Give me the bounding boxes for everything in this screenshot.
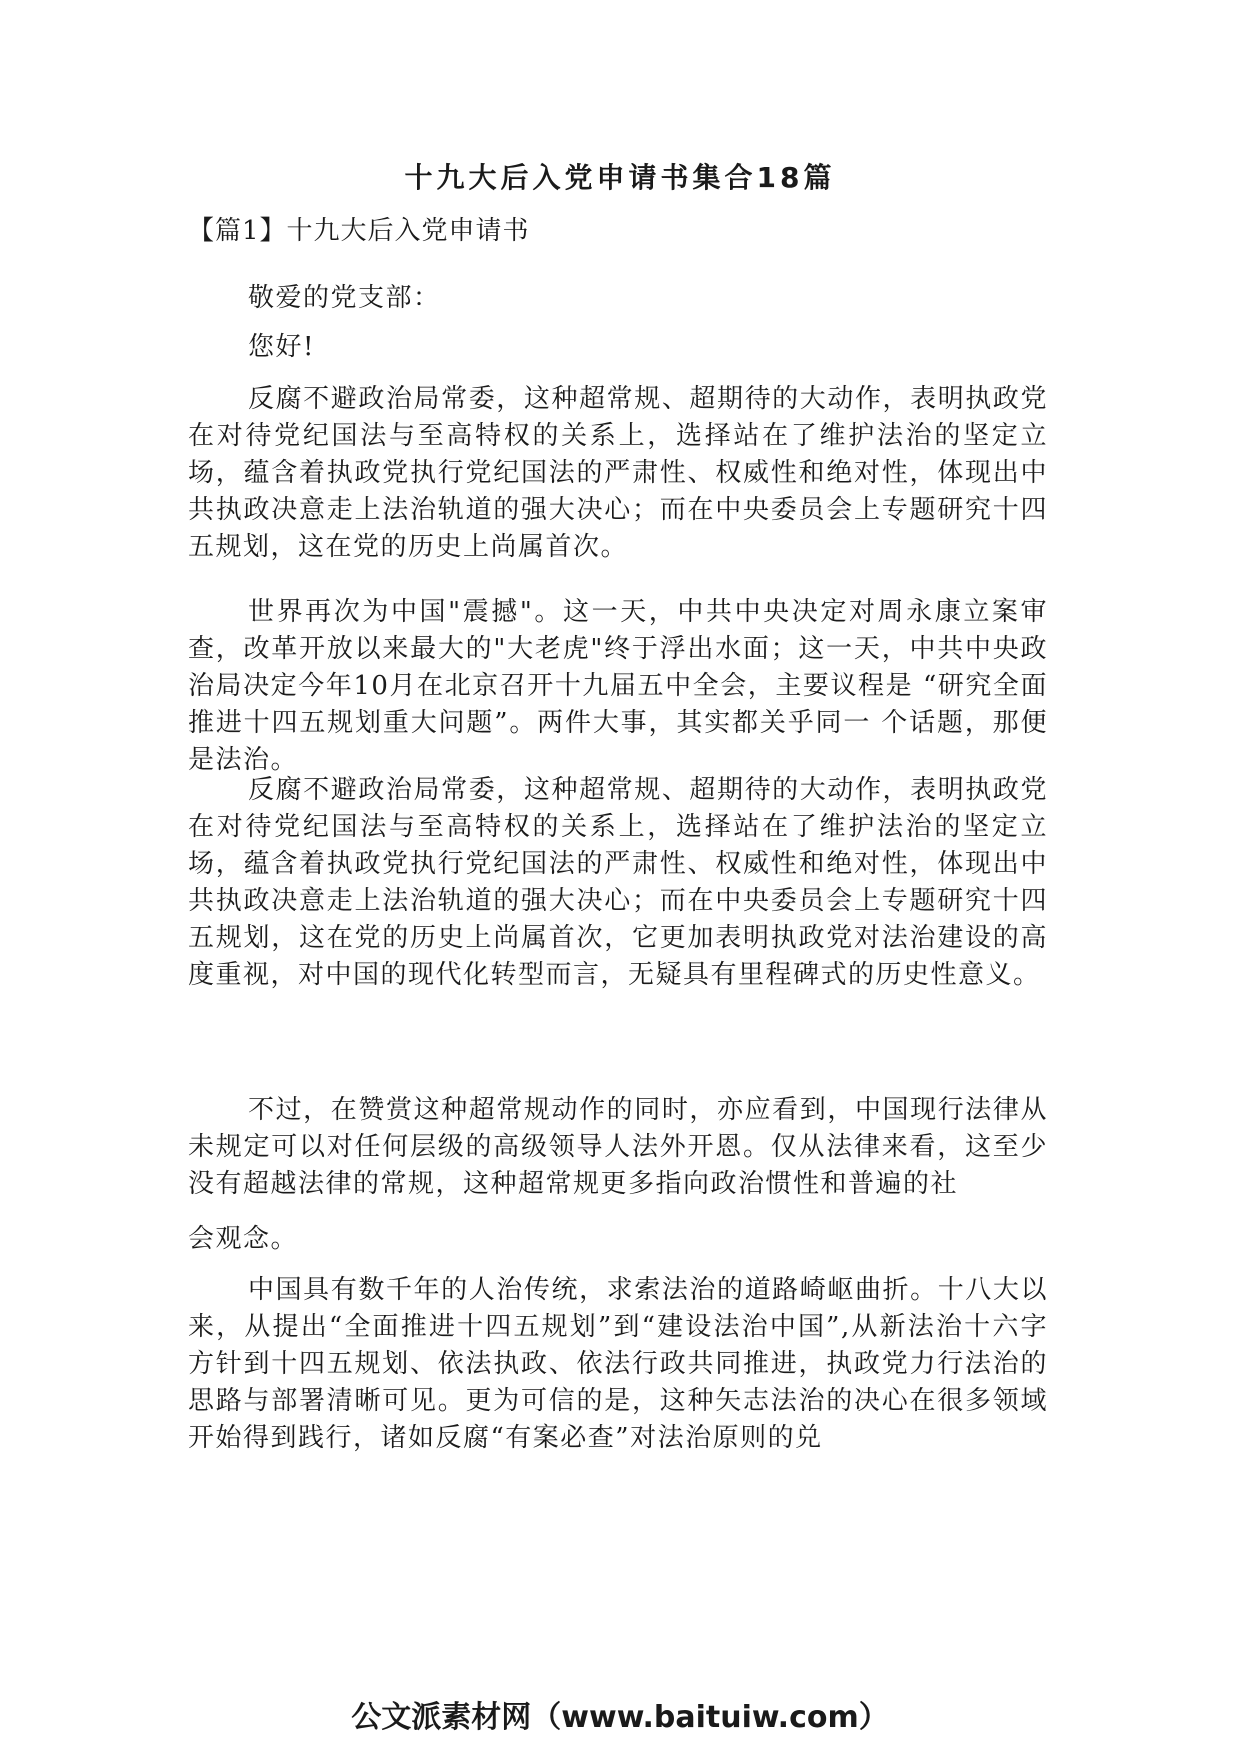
document-title: 十九大后入党申请书集合18篇: [404, 161, 836, 194]
salutation: 敬爱的党支部：: [248, 283, 441, 313]
footer-watermark: 公文派素材网（www.baituiw.com）: [351, 1700, 889, 1735]
section-heading: 【篇1】十九大后入党申请书: [188, 216, 530, 246]
paragraph: 中国具有数千年的人治传统，求索法治的道路崎岖曲折。十八大以来，从提出“全面推进十四五规划”到“建设法治中国”,从新法治十六字方针到十四五规划、依法执政、依法行政共同推进，执政党力行法治的思路与部署清晰可见。更为可信的是，这种矢志法治的决心在很多领域开始得到践行，诸如反腐“有案必查”对法治原则的兑: [188, 1275, 1048, 1453]
paragraph-continuation: 会观念。: [188, 1224, 299, 1254]
paragraph: 反腐不避政治局常委，这种超常规、超期待的大动作，表明执政党在对待党纪国法与至高特权的关系上，选择站在了维护法治的坚定立场，蕴含着执政党执行党纪国法的严肃性、权威性和绝对性，体现出中共执政决意走上法治轨道的强大决心；而在中央委员会上专题研究十四五规划，这在党的历史上尚属首次，它更加表明执政党对法治建设的高度重视，对中国的现代化转型而言，无疑具有里程碑式的历史性意义。: [188, 775, 1048, 990]
paragraph: 反腐不避政治局常委，这种超常规、超期待的大动作，表明执政党在对待党纪国法与至高特权的关系上，选择站在了维护法治的坚定立场，蕴含着执政党执行党纪国法的严肃性、权威性和绝对性，体现出中共执政决意走上法治轨道的强大决心；而在中央委员会上专题研究十四五规划，这在党的历史上尚属首次。: [188, 384, 1048, 562]
greeting: 您好!: [248, 332, 315, 362]
paragraph: 不过，在赞赏这种超常规动作的同时，亦应看到，中国现行法律从未规定可以对任何层级的高级领导人法外开恩。仅从法律来看，这至少没有超越法律的常规，这种超常规更多指向政治惯性和普遍的社: [188, 1095, 1048, 1199]
paragraph: 世界再次为中国"震撼"。这一天，中共中央决定对周永康立案审查，改革开放以来最大的"大老虎"终于浮出水面；这一天，中共中央政治局决定今年10月在北京召开十九届五中全会，主要议程是 “研究全面推进十四五规划重大问题”。两件大事，其实都关乎同一 个话题，那便是法治。: [188, 597, 1048, 775]
